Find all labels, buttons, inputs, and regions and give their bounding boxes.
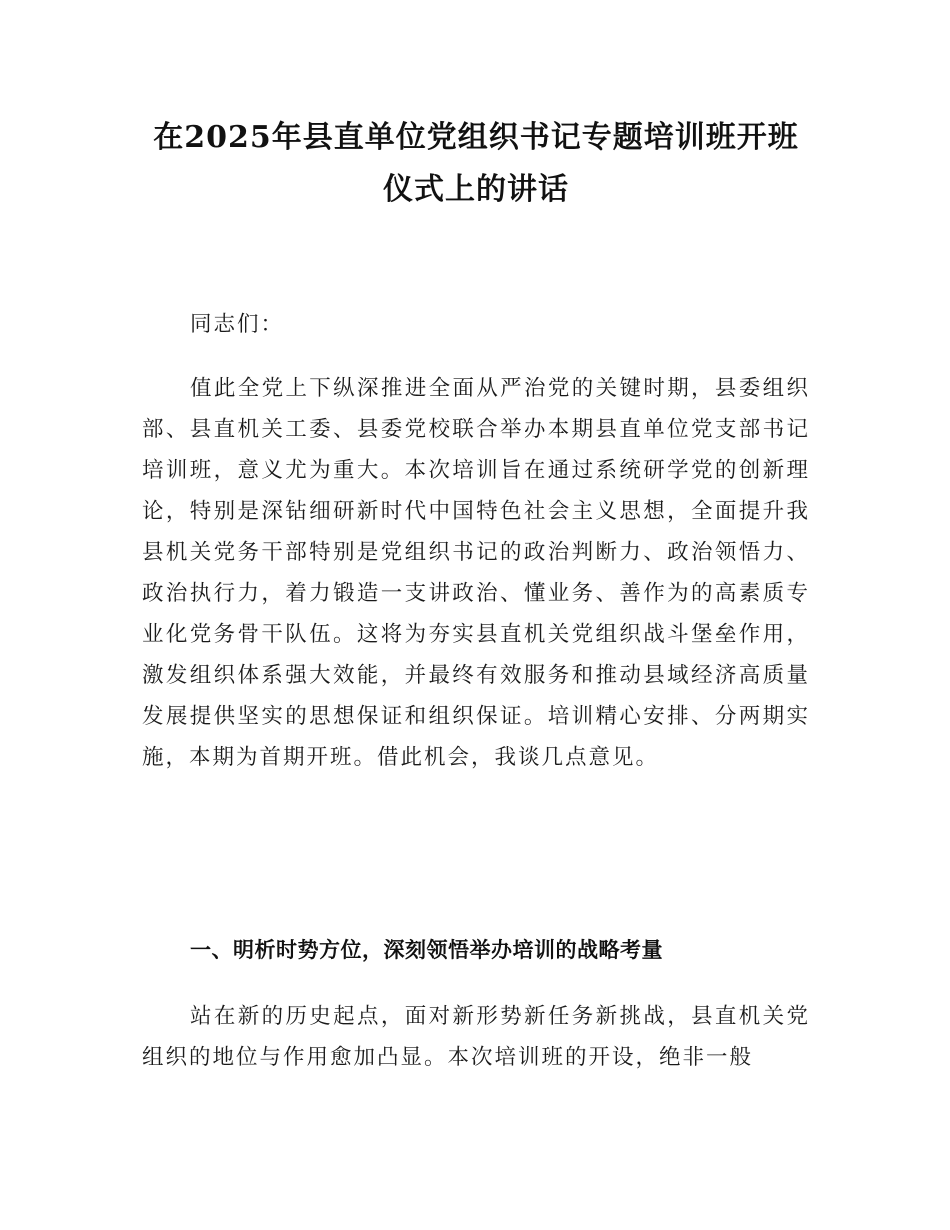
intro-paragraph: 值此全党上下纵深推进全面从严治党的关键时期，县委组织部、县直机关工委、县委党校联合举办本期县直单位党支部书记培训班，意义尤为重大。本次培训旨在通过系统研学党的创新理论，特别是深钻细研新时代中国特色社会主义思想，全面提升我县机关党务干部特别是党组织书记的政治判断力、政治领悟力、政治执行力，着力锻造一支讲政治、懂业务、善作为的高素质专业化党务骨干队伍。这将为夯实县直机关党组织战斗堡垒作用，激发组织体系强大效能，并最终有效服务和推动县域经济高质量发展提供坚实的思想保证和组织保证。培训精心安排、分两期实施，本期为首期开班。借此机会，我谈几点意见。 xyxy=(142,376,810,770)
section-heading: 一、明析时势方位，深刻领悟举办培训的战略考量 xyxy=(190,938,663,962)
section-paragraph: 站在新的历史起点，面对新形势新任务新挑战，县直机关党组织的地位与作用愈加凸显。本次培训班的开设，绝非一般 xyxy=(142,1004,810,1070)
greeting-text: 同志们： xyxy=(190,312,285,337)
document-title: 在2025年县直单位党组织书记专题培训班开班仪式上的讲话 xyxy=(153,120,799,207)
